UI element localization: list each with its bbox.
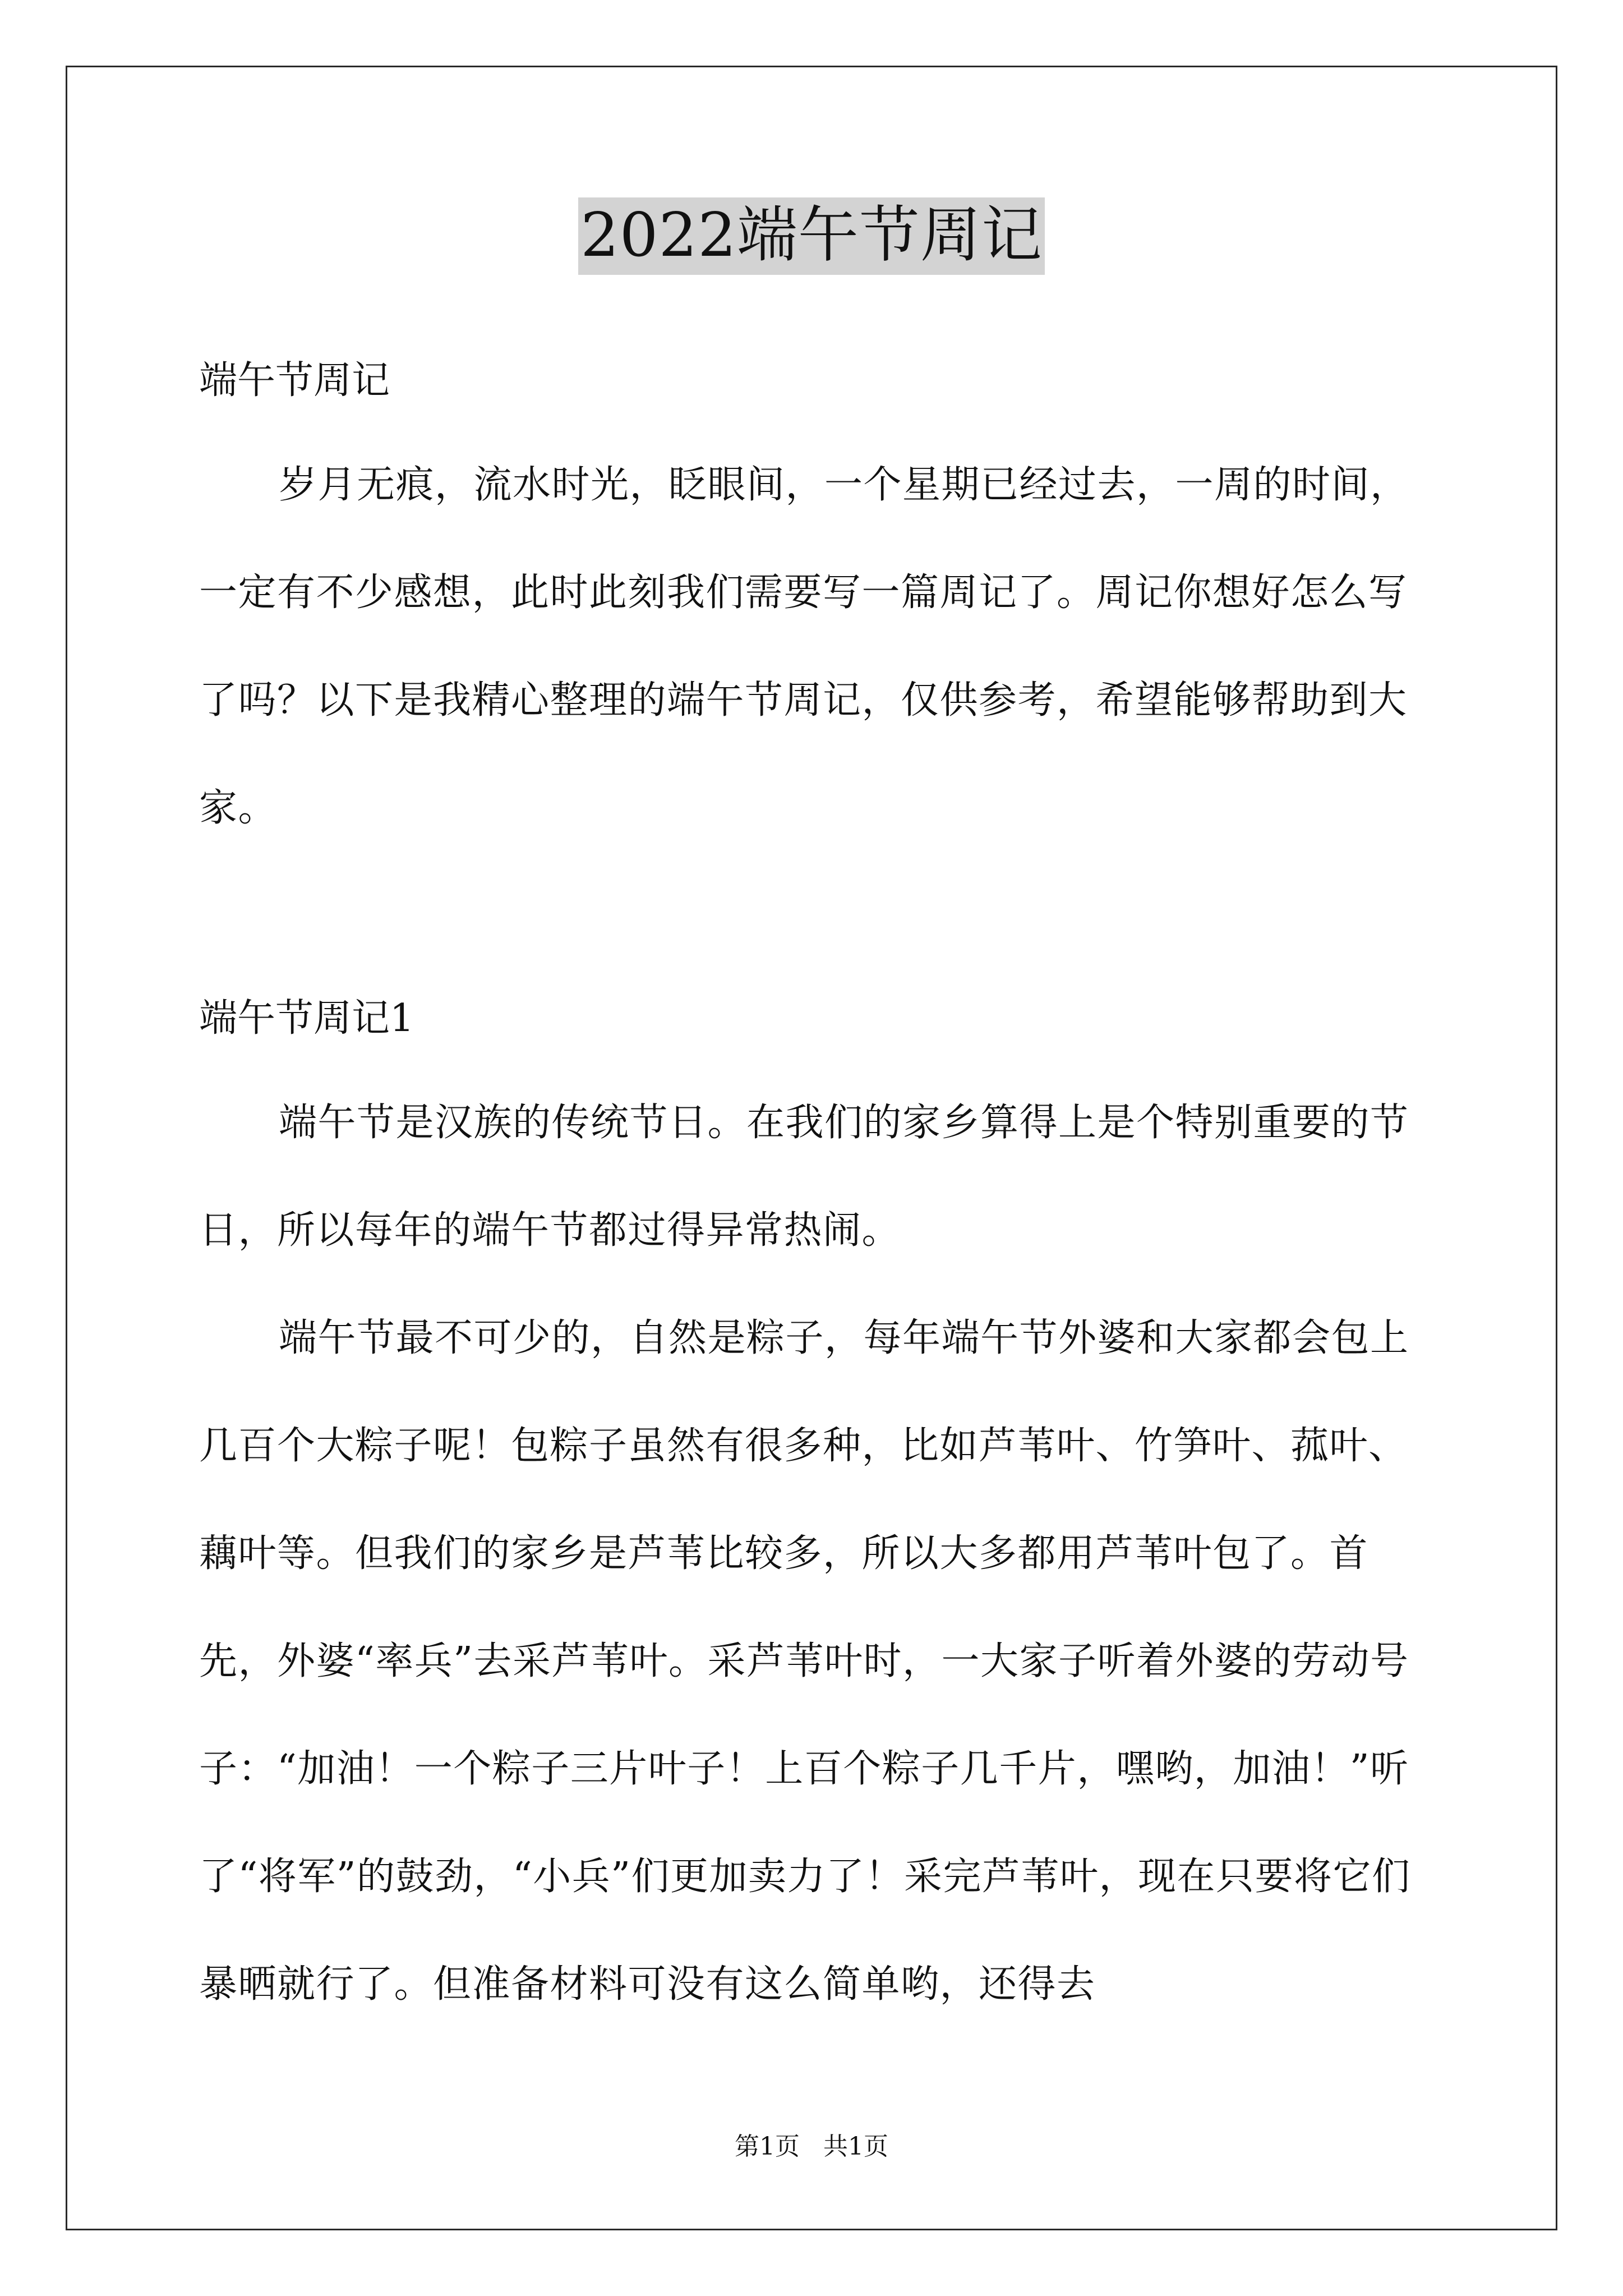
page-footer: 第1页 共1页 [735,2132,888,2161]
intro-paragraph: 岁月无痕，流水时光，眨眼间，一个星期已经过去，一周的时间，一定有不少感想，此时此刻我们需要写一篇周记了。周记你想好怎么写了吗？以下是我精心整理的端午节周记，仅供参考，希望能够帮助到大家。 [199,463,1409,830]
section-heading: 端午节周记1 [199,996,414,1041]
body-paragraph: 端午节最不可少的，自然是粽子，每年端午节外婆和大家都会包上几百个大粽子呢！包粽子虽然有很多种，比如芦苇叶、竹笋叶、菰叶、藕叶等。但我们的家乡是芦苇比较多，所以大多都用芦苇叶包了。首先，外婆“率兵”去采芦苇叶。采芦苇叶时，一大家子听着外婆的劳动号子：“加油！一个粽子三片叶子！上百个粽子几千片，嘿哟，加油！”听了“将军”的鼓劲，“小兵”们更加卖力了！采完芦苇叶，现在只要将它们暴晒就行了。但准备材料可没有这么简单哟，还得去 [199,1316,1411,2007]
document-title-text: 2022端午节周记 [578,197,1045,275]
intro-heading: 端午节周记 [199,358,390,403]
document-title [0,197,1623,275]
body-paragraph: 端午节是汉族的传统节日。在我们的家乡算得上是个特别重要的节日，所以每年的端午节都过得异常热闹。 [199,1101,1409,1253]
